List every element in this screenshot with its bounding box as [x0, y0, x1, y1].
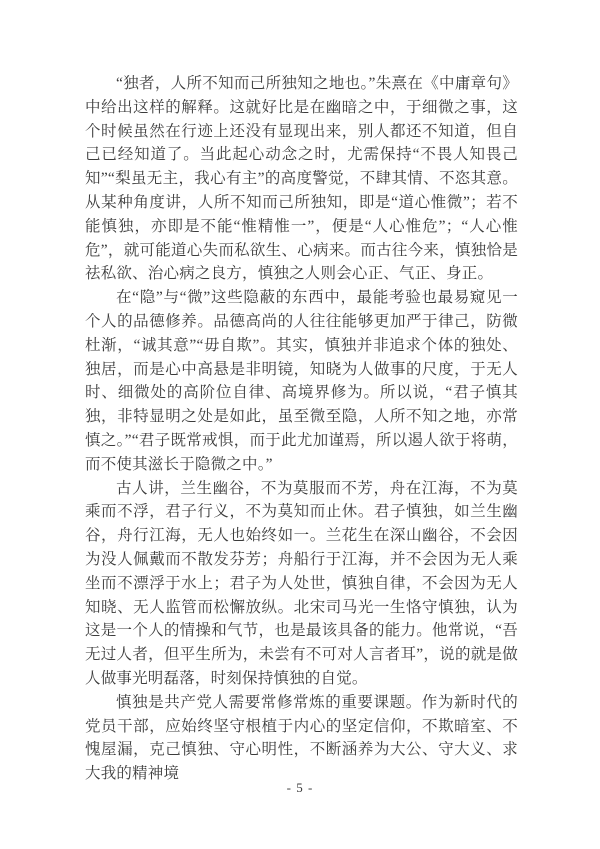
paragraph-4: 慎独是共产党人需要常修常炼的重要课题。作为新时代的党员干部，应始终坚守根植于内心的坚定信仰，不欺暗室、不愧屋漏，克己慎独、守心明性，不断涵养为大公、守大义、求大我的精神境 [85, 693, 518, 783]
paragraph-2: 在“隐”与“微”这些隐蔽的东西中，最能考验也最易窥见一个人的品德修养。品德高尚的人往往能够更加严于律己，防微杜渐，“诚其意”“毋自欺”。其实，慎独并非追求个体的独处、独居，而是心中高悬是非明镜，知晓为人做事的尺度，于无人时、细微处的高阶位自律、高境界修为。所以说，“君子慎其独，非特显明之处是如此，虽至微至隐，人所不知之地，亦常慎之。”“君子既常戒惧，而于此尤加谨焉，所以遏人欲于将萌，而不使其滋长于隐微之中。” [85, 289, 518, 473]
text-block [85, 72, 518, 786]
paragraph-3: 古人讲，兰生幽谷，不为莫服而不芳，舟在江海，不为莫乘而不浮，君子行义，不为莫知而止休。君子慎独，如兰生幽谷，舟行江海，无人也始终如一。兰花生在深山幽谷，不会因为没人佩戴而不散发芬芳；舟船行于江海，并不会因为无人乘坐而不漂浮于水上；君子为人处世，慎独自律，不会因为无人知晓、无人监管而松懈放纵。北宋司马光一生恪守慎独，认为这是一个人的情操和气节，也是最该具备的能力。他常说，“吾无过人者，但平生所为，未尝有不可对人言者耳”，说的就是做人做事光明磊落，时刻保持慎独的自觉。 [85, 479, 518, 687]
page-number: - 5 - [286, 780, 314, 795]
paragraph-1: “独者，人所不知而己所独知之地也。”朱熹在《中庸章句》中给出这样的解释。这就好比是在幽暗之中，于细微之事，这个时候虽然在行迹上还没有显现出来，别人都还不知道，但自己已经知道了。当此起心动念之时，尤需保持“不畏人知畏己知”“梨虽无主，我心有主”的高度警觉，不肆其情、不恣其意。从某种角度讲，人所不知而己所独知，即是“道心惟微”；若不能慎独，亦即是不能“惟精惟一”，便是“人心惟危”；“人心惟危”，就可能道心失而私欲生、心病来。而古往今来，慎独恰是祛私欲、治心病之良方，慎独之人则会心正、气正、身正。 [85, 75, 518, 283]
